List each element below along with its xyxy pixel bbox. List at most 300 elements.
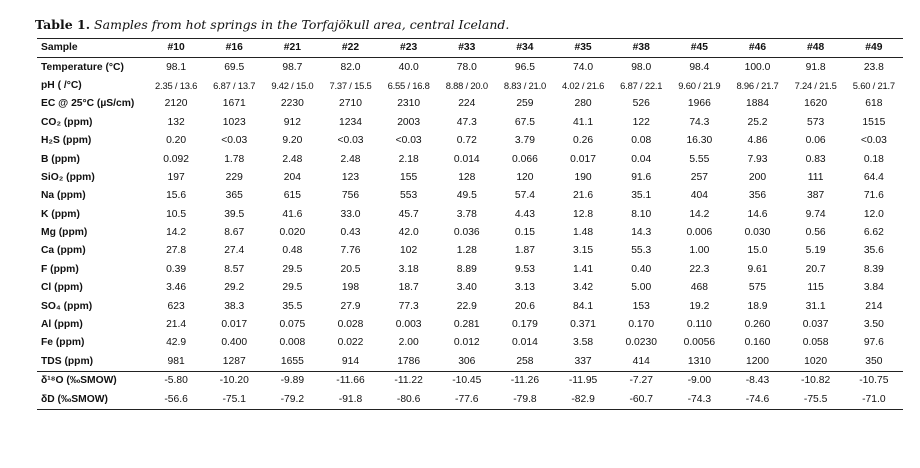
table-cell: 756	[341, 190, 360, 202]
row-label: δ¹⁸O (‰SMOW)	[41, 375, 117, 387]
table-cell: 0.20	[166, 135, 187, 147]
table-cell: 5.00	[631, 282, 652, 294]
table-cell: 7.24 / 21.5	[794, 79, 837, 91]
table-cell: 14.2	[166, 227, 187, 239]
table-cell: 0.037	[802, 319, 829, 331]
table-cell: 14.3	[631, 227, 652, 239]
table-cell: 0.014	[512, 337, 538, 349]
table-cell: 115	[807, 282, 824, 294]
table-cell: 111	[807, 171, 824, 183]
table-cell: 29.5	[282, 263, 303, 275]
table-cell: 3.46	[166, 282, 187, 294]
table-row	[37, 77, 903, 95]
row-label: Cl (ppm)	[41, 282, 83, 294]
column-header: #38	[632, 42, 650, 54]
row-label: Temperature (°C)	[41, 61, 124, 73]
table-cell: 9.74	[805, 208, 826, 220]
table-cell: 387	[807, 190, 825, 202]
table-cell: 1966	[687, 98, 711, 110]
table-cell: 27.4	[224, 245, 245, 257]
table-cell: -82.9	[571, 393, 595, 405]
table-cell: 22.3	[689, 263, 710, 275]
table-cell: 132	[167, 116, 185, 128]
table-cell: 0.022	[337, 337, 364, 349]
table-row	[37, 242, 903, 260]
column-header: #10	[167, 42, 185, 54]
table-cell: 91.6	[631, 171, 652, 183]
table-cell: -75.1	[222, 393, 246, 405]
table-cell: 259	[516, 98, 534, 110]
table-cell: 5.60 / 21.7	[852, 79, 895, 91]
row-label: pH ( /°C)	[41, 79, 82, 91]
table-cell: 16.30	[686, 135, 713, 147]
table-cell: 0.012	[453, 337, 480, 349]
row-label: TDS (ppm)	[41, 355, 94, 367]
table-cell: -77.6	[455, 393, 479, 405]
table-row	[37, 279, 903, 297]
table-cell: 12.8	[573, 208, 594, 220]
table-cell: 14.6	[747, 208, 768, 220]
table-cell: 5.55	[689, 153, 710, 165]
table-cell: 19.2	[689, 300, 710, 312]
column-header: #23	[400, 42, 418, 54]
table-cell: 12.0	[863, 208, 884, 220]
table-cell: 0.400	[221, 337, 248, 349]
table-cell: 0.26	[573, 135, 594, 147]
table-cell: 404	[690, 190, 708, 202]
table-cell: 1884	[746, 98, 769, 110]
table-row	[37, 187, 903, 205]
row-label: B (ppm)	[41, 153, 80, 165]
table-cell: 0.160	[744, 337, 771, 349]
table-cell: 204	[283, 171, 301, 183]
table-cell: 280	[574, 98, 592, 110]
table-cell: 573	[807, 116, 825, 128]
table-cell: 6.62	[863, 227, 884, 239]
table-cell: 77.3	[398, 300, 419, 312]
header-sample-label: Sample	[41, 42, 78, 54]
table-cell: 29.2	[224, 282, 245, 294]
table-cell: 0.56	[805, 227, 826, 239]
table-cell: 27.9	[340, 300, 361, 312]
table-cell: 0.066	[512, 153, 538, 165]
column-header: #34	[516, 42, 534, 54]
table-cell: 0.0230	[625, 337, 657, 349]
column-header: #48	[807, 42, 825, 54]
table-cell: 0.014	[453, 153, 480, 165]
column-header: #49	[865, 42, 883, 54]
table-cell: -8.43	[745, 375, 770, 387]
table-cell: 306	[458, 355, 476, 367]
table-header-row	[37, 39, 903, 58]
table-cell: 4.43	[514, 208, 535, 220]
table-caption-label: Table 1.	[35, 17, 91, 32]
table-row	[37, 206, 903, 224]
table-cell: 20.7	[805, 263, 826, 275]
table-cell: 618	[865, 98, 883, 110]
table-cell: 526	[632, 98, 650, 110]
table-cell: 8.10	[631, 208, 652, 220]
table-cell: 224	[458, 98, 476, 110]
table-cell: 3.58	[573, 337, 594, 349]
table-cell: 29.5	[282, 282, 303, 294]
table-cell: 84.1	[573, 300, 594, 312]
table-cell: 1200	[746, 355, 769, 367]
table-cell: 33.0	[340, 208, 361, 220]
table-cell: 6.55 / 16.8	[387, 79, 430, 91]
table-cell: 981	[167, 355, 185, 367]
table-cell: 337	[574, 355, 592, 367]
table-cell: 1671	[222, 98, 246, 110]
table-cell: -75.5	[803, 393, 828, 405]
table-cell: 102	[400, 245, 418, 257]
table-cell: 9.53	[514, 263, 535, 275]
table-cell: 47.3	[456, 116, 477, 128]
table-row	[37, 114, 903, 132]
table-cell: 2.18	[398, 153, 419, 165]
table-cell: 98.4	[689, 61, 710, 73]
row-label: SiO₂ (ppm)	[41, 171, 95, 183]
table-cell: 0.008	[279, 337, 306, 349]
table-cell: 0.281	[453, 319, 480, 331]
table-cell: 8.67	[224, 227, 245, 239]
table-row	[37, 353, 903, 372]
table-cell: 41.1	[573, 116, 594, 128]
table-cell: 0.020	[279, 227, 306, 239]
table-cell: 3.78	[456, 208, 477, 220]
table-cell: 71.6	[863, 190, 884, 202]
table-cell: 0.260	[744, 319, 771, 331]
table-cell: 7.76	[340, 245, 361, 257]
table-cell: 0.83	[805, 153, 826, 165]
row-label: Al (ppm)	[41, 319, 83, 331]
column-header: #16	[225, 42, 243, 54]
table-body	[37, 58, 903, 409]
table-cell: 69.5	[224, 61, 245, 73]
hot-springs-table	[37, 38, 903, 410]
table-cell: 623	[167, 300, 185, 312]
table-cell: -10.20	[219, 375, 249, 387]
table-cell: 2.48	[282, 153, 303, 165]
column-header: #45	[690, 42, 708, 54]
table-cell: <0.03	[860, 135, 887, 147]
table-cell: -74.6	[745, 393, 770, 405]
table-cell: 0.18	[863, 153, 884, 165]
table-cell: 20.5	[340, 263, 361, 275]
table-cell: 9.42 / 15.0	[271, 79, 314, 91]
row-label: CO₂ (ppm)	[41, 116, 93, 128]
table-cell: 356	[748, 190, 767, 202]
table-cell: 0.003	[395, 319, 422, 331]
table-cell: -10.75	[859, 375, 889, 387]
table-cell: 21.6	[573, 190, 594, 202]
table-cell: 198	[341, 282, 360, 294]
table-cell: -79.8	[513, 393, 537, 405]
table-cell: 2003	[397, 116, 421, 128]
table-cell: 350	[865, 355, 883, 367]
table-cell: 8.83 / 21.0	[503, 79, 546, 91]
table-cell: 67.5	[514, 116, 535, 128]
table-cell: 15.6	[166, 190, 187, 202]
table-caption-text: Samples from hot springs in the Torfajökull area, central Iceland.	[94, 17, 510, 32]
table-cell: -7.27	[629, 375, 653, 387]
table-cell: 155	[400, 171, 418, 183]
table-cell: 31.1	[805, 300, 826, 312]
table-cell: 1310	[687, 355, 711, 367]
table-cell: 365	[225, 190, 243, 202]
table-cell: 4.86	[747, 135, 768, 147]
column-header: #22	[341, 42, 360, 54]
table-cell: 1287	[222, 355, 246, 367]
table-cell: 0.0056	[683, 337, 716, 349]
table-cell: 35.1	[631, 190, 652, 202]
table-cell: 229	[225, 171, 243, 183]
column-header: #46	[748, 42, 767, 54]
table-cell: 553	[400, 190, 418, 202]
table-cell: 2.00	[398, 337, 419, 349]
table-cell: 25.2	[747, 116, 768, 128]
table-cell: 414	[632, 355, 650, 367]
table-cell: 2.48	[340, 153, 361, 165]
table-cell: 4.02 / 21.6	[562, 79, 605, 91]
table-row	[37, 316, 903, 334]
table-cell: 200	[748, 171, 767, 183]
table-caption	[35, 17, 509, 32]
table-cell: 2120	[164, 98, 188, 110]
table-cell: 91.8	[805, 61, 826, 73]
table-cell: -56.6	[164, 393, 188, 405]
table-cell: 7.93	[747, 153, 768, 165]
table-cell: 42.0	[398, 227, 419, 239]
table-cell: 42.9	[166, 337, 187, 349]
table-cell: 0.017	[570, 153, 596, 165]
table-cell: <0.03	[337, 135, 364, 147]
table-cell: 14.2	[689, 208, 710, 220]
table-cell: 0.39	[166, 263, 187, 275]
table-cell: 2310	[397, 98, 421, 110]
row-label: SO₄ (ppm)	[41, 300, 93, 312]
table-cell: 49.5	[456, 190, 477, 202]
table-cell: 0.017	[221, 319, 248, 331]
table-cell: 6.87 / 22.1	[620, 79, 663, 91]
table-cell: 74.3	[689, 116, 710, 128]
table-cell: 55.3	[631, 245, 652, 257]
table-cell: 0.15	[514, 227, 535, 239]
table-cell: -11.26	[510, 375, 540, 387]
table-row	[37, 390, 903, 409]
table-cell: 78.0	[456, 61, 477, 73]
table-cell: 82.0	[340, 61, 361, 73]
table-row	[37, 150, 903, 168]
table-cell: 1023	[222, 116, 246, 128]
table-cell: 3.18	[398, 263, 419, 275]
table-cell: 2230	[280, 98, 304, 110]
table-cell: 6.87 / 13.7	[213, 79, 256, 91]
table-cell: 18.7	[398, 282, 419, 294]
table-cell: 35.6	[863, 245, 884, 257]
table-cell: 0.371	[570, 319, 596, 331]
table-cell: 0.170	[628, 319, 655, 331]
table-cell: -5.80	[164, 375, 188, 387]
table-cell: 914	[341, 355, 360, 367]
table-cell: 0.058	[802, 337, 829, 349]
table-cell: 0.030	[744, 227, 771, 239]
table-cell: 0.179	[512, 319, 538, 331]
table-cell: -11.66	[336, 375, 365, 387]
row-label: EC @ 25°C (µS/cm)	[41, 98, 135, 110]
table-cell: 22.9	[456, 300, 477, 312]
table-cell: 9.20	[282, 135, 303, 147]
row-label: K (ppm)	[41, 208, 80, 220]
table-cell: 1.00	[689, 245, 710, 257]
table-cell: 1.28	[456, 245, 477, 257]
table-cell: 0.110	[686, 319, 712, 331]
table-cell: 0.06	[805, 135, 826, 147]
table-cell: -79.2	[280, 393, 305, 405]
table-cell: 1.87	[514, 245, 535, 257]
table-cell: 2.35 / 13.6	[155, 79, 198, 91]
column-header: #33	[458, 42, 476, 54]
table-cell: 190	[574, 171, 592, 183]
table-cell: 0.43	[340, 227, 361, 239]
table-cell: 1.48	[573, 227, 594, 239]
table-cell: 0.036	[453, 227, 480, 239]
table-cell: 74.0	[573, 61, 594, 73]
table-cell: -71.0	[862, 393, 886, 405]
table-row	[37, 334, 903, 352]
table-cell: 1.78	[224, 153, 245, 165]
table-cell: 3.42	[573, 282, 594, 294]
table-cell: 120	[516, 171, 534, 183]
table-cell: 8.89	[456, 263, 477, 275]
table-cell: 100.0	[744, 61, 771, 73]
table-cell: 912	[283, 116, 301, 128]
table-cell: 1620	[804, 98, 828, 110]
table-cell: 10.5	[166, 208, 187, 220]
row-label: Ca (ppm)	[41, 245, 86, 257]
table-cell: 2710	[339, 98, 362, 110]
table-cell: 1.41	[573, 263, 594, 275]
table-cell: 575	[748, 282, 767, 294]
table-cell: 38.3	[224, 300, 245, 312]
table-cell: 1515	[862, 116, 886, 128]
row-label: δD (‰SMOW)	[41, 393, 108, 405]
column-header: #21	[283, 42, 301, 54]
table-row	[37, 297, 903, 315]
table-cell: 8.57	[224, 263, 245, 275]
table-cell: 64.4	[863, 171, 884, 183]
table-cell: 9.61	[747, 263, 768, 275]
table-cell: 39.5	[224, 208, 245, 220]
table-cell: 18.9	[747, 300, 768, 312]
table-cell: 41.6	[282, 208, 303, 220]
table-cell: 1786	[397, 355, 421, 367]
table-cell: 0.40	[631, 263, 652, 275]
table-cell: 20.6	[514, 300, 535, 312]
table-cell: -10.45	[452, 375, 482, 387]
table-cell: 98.7	[282, 61, 303, 73]
row-label: Fe (ppm)	[41, 337, 85, 349]
table-cell: 468	[690, 282, 708, 294]
table-cell: -10.82	[801, 375, 831, 387]
table-cell: 3.15	[573, 245, 594, 257]
table-cell: 0.08	[631, 135, 652, 147]
row-label: F (ppm)	[41, 263, 79, 275]
table-cell: 3.40	[456, 282, 477, 294]
table-cell: -91.8	[338, 393, 363, 405]
table-cell: 35.5	[282, 300, 303, 312]
table-cell: -11.95	[568, 375, 598, 387]
table-cell: 27.8	[166, 245, 187, 257]
table-cell: 9.60 / 21.9	[678, 79, 721, 91]
table-cell: 8.96 / 21.7	[736, 79, 779, 91]
table-cell: -11.22	[394, 375, 423, 387]
table-cell: 45.7	[398, 208, 419, 220]
row-label: H₂S (ppm)	[41, 135, 92, 147]
table-cell: 98.1	[166, 61, 187, 73]
table-cell: 15.0	[747, 245, 768, 257]
table-cell: -80.6	[396, 393, 421, 405]
table-cell: 40.0	[398, 61, 419, 73]
table-cell: 123	[341, 171, 360, 183]
table-cell: 122	[632, 116, 650, 128]
table-cell: 3.50	[863, 319, 884, 331]
table-cell: 57.4	[514, 190, 535, 202]
table-cell: 23.8	[863, 61, 884, 73]
table-cell: 97.6	[863, 337, 884, 349]
table-row	[37, 169, 903, 187]
table-cell: 21.4	[166, 319, 187, 331]
row-label: Na (ppm)	[41, 190, 86, 202]
table-cell: 258	[516, 355, 534, 367]
table-row	[37, 224, 903, 242]
table-cell: 5.19	[805, 245, 826, 257]
table-cell: 7.37 / 15.5	[329, 79, 372, 91]
table-cell: <0.03	[221, 135, 248, 147]
table-cell: -60.7	[629, 393, 653, 405]
table-cell: 1020	[804, 355, 828, 367]
table-cell: 1655	[280, 355, 304, 367]
table-cell: 615	[283, 190, 301, 202]
table-cell: 98.0	[631, 61, 652, 73]
table-row	[37, 372, 903, 391]
table-cell: 0.075	[279, 319, 306, 331]
table-cell: 128	[458, 171, 476, 183]
table-cell: 8.39	[863, 263, 884, 275]
column-header: #35	[574, 42, 592, 54]
table-row	[37, 95, 903, 113]
table-cell: 257	[690, 171, 708, 183]
table-cell: 153	[632, 300, 650, 312]
table-cell: <0.03	[395, 135, 422, 147]
row-label: Mg (ppm)	[41, 227, 88, 239]
table-cell: 0.006	[686, 227, 713, 239]
table-cell: 214	[865, 300, 883, 312]
table-cell: 3.13	[514, 282, 535, 294]
table-cell: 96.5	[514, 61, 535, 73]
table-cell: 8.88 / 20.0	[445, 79, 488, 91]
table-cell: 3.84	[863, 282, 884, 294]
table-cell: 0.48	[282, 245, 303, 257]
table-cell: 1234	[339, 116, 362, 128]
table-cell: 0.092	[163, 153, 189, 165]
table-cell: 0.028	[337, 319, 364, 331]
table-cell: -74.3	[687, 393, 712, 405]
table-cell: -9.89	[280, 375, 305, 387]
table-cell: -9.00	[687, 375, 712, 387]
table-row	[37, 132, 903, 150]
table-cell: 0.72	[456, 135, 477, 147]
